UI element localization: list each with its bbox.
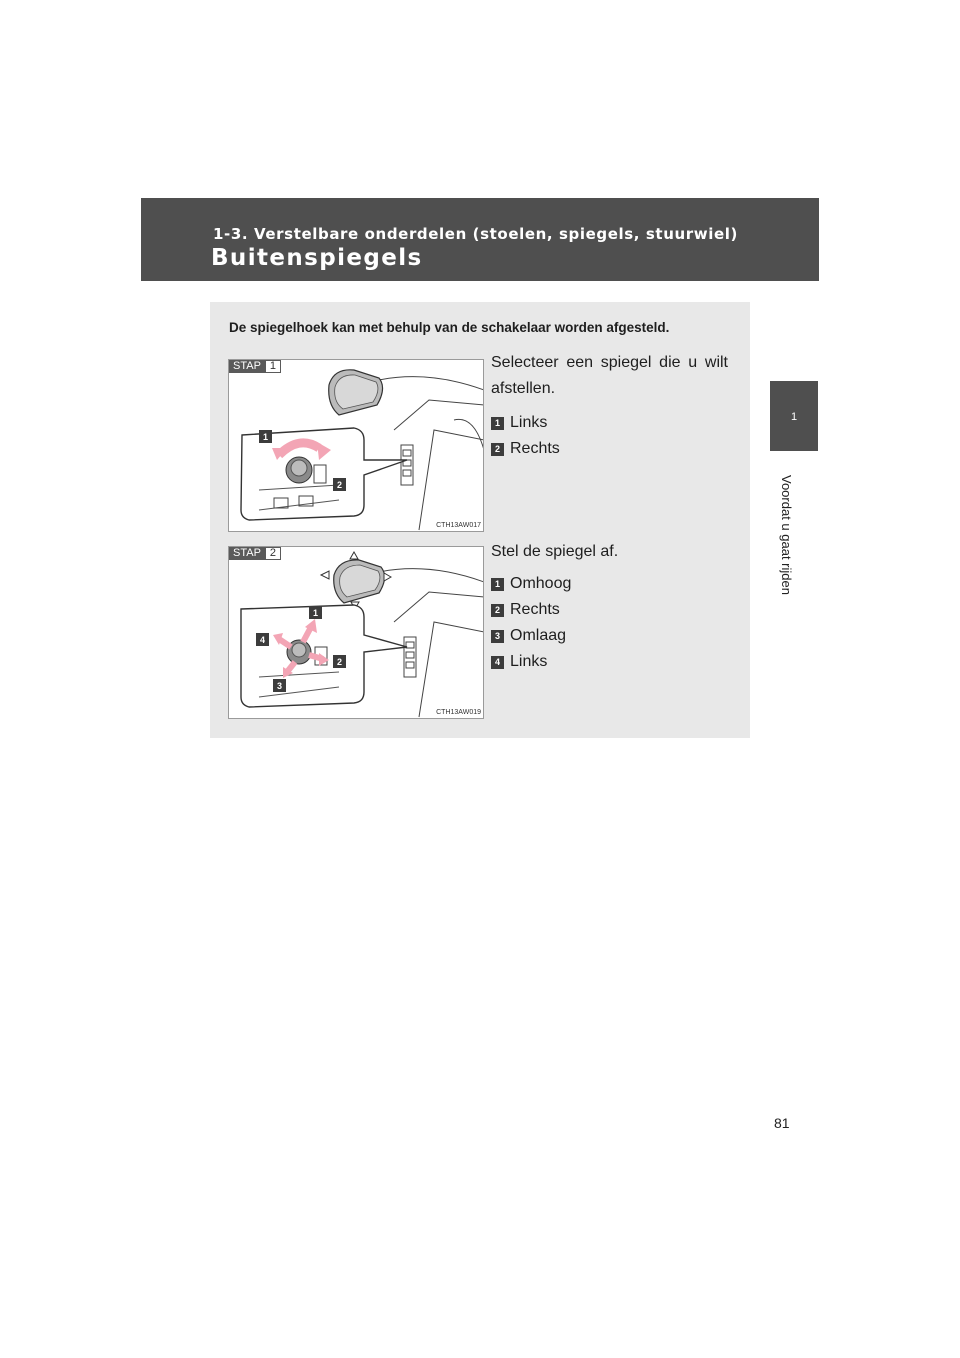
step-badge-number: 1 (265, 360, 281, 373)
step-item-label: Rechts (510, 601, 560, 618)
number-2-icon: 2 (491, 604, 504, 617)
number-4-icon: 4 (491, 656, 504, 669)
svg-text:3: 3 (276, 681, 283, 691)
step-2-description: Stel de spiegel af. (491, 543, 619, 560)
page-title: Buitenspiegels (211, 245, 423, 271)
step-item-label: Omhoog (510, 575, 572, 592)
mirror-switch-drawing (229, 360, 484, 532)
number-1-icon: 1 (491, 417, 504, 430)
svg-text:1: 1 (262, 432, 269, 442)
step-1-badge (229, 360, 281, 373)
number-3-icon: 3 (491, 630, 504, 643)
mirror-adjust-drawing (229, 547, 484, 719)
svg-text:1: 1 (312, 608, 319, 618)
step-2-text (491, 539, 728, 675)
intro-text: De spiegelhoek kan met behulp van de schakelaar worden afgesteld. (229, 320, 670, 335)
step-1-text (491, 350, 728, 462)
step-1-illustration (228, 359, 484, 532)
step-1-item (491, 436, 728, 462)
svg-text:4: 4 (259, 635, 266, 645)
step-2-badge (229, 547, 281, 560)
figure-code: CTH13AW019 (436, 709, 481, 716)
step-2-illustration (228, 546, 484, 719)
chapter-tab[interactable] (770, 381, 818, 451)
step-item-label: Links (510, 414, 548, 431)
number-2-icon: 2 (491, 443, 504, 456)
step-2-item (491, 597, 728, 623)
step-2-item (491, 571, 728, 597)
svg-text:2: 2 (336, 480, 343, 490)
step-2-item (491, 649, 728, 675)
step-item-label: Rechts (510, 440, 560, 457)
chapter-header (141, 198, 819, 281)
step-badge-word: STAP (229, 547, 265, 560)
step-1-description: Selecteer een spiegel die u wilt afstellen. (491, 354, 728, 397)
step-1-item (491, 410, 728, 436)
page-number: 81 (774, 1115, 790, 1131)
step-badge-number: 2 (265, 547, 281, 560)
chapter-tab-number: 1 (790, 411, 798, 423)
svg-text:2: 2 (336, 657, 343, 667)
content-box (210, 302, 750, 738)
figure-code: CTH13AW017 (436, 522, 481, 529)
step-2-item (491, 623, 728, 649)
chapter-side-label: Voordat u gaat rijden (779, 475, 794, 595)
step-item-label: Links (510, 653, 548, 670)
step-badge-word: STAP (229, 360, 265, 373)
section-title: 1-3. Verstelbare onderdelen (stoelen, spiegels, stuurwiel) (213, 225, 738, 243)
step-item-label: Omlaag (510, 627, 567, 644)
number-1-icon: 1 (491, 578, 504, 591)
